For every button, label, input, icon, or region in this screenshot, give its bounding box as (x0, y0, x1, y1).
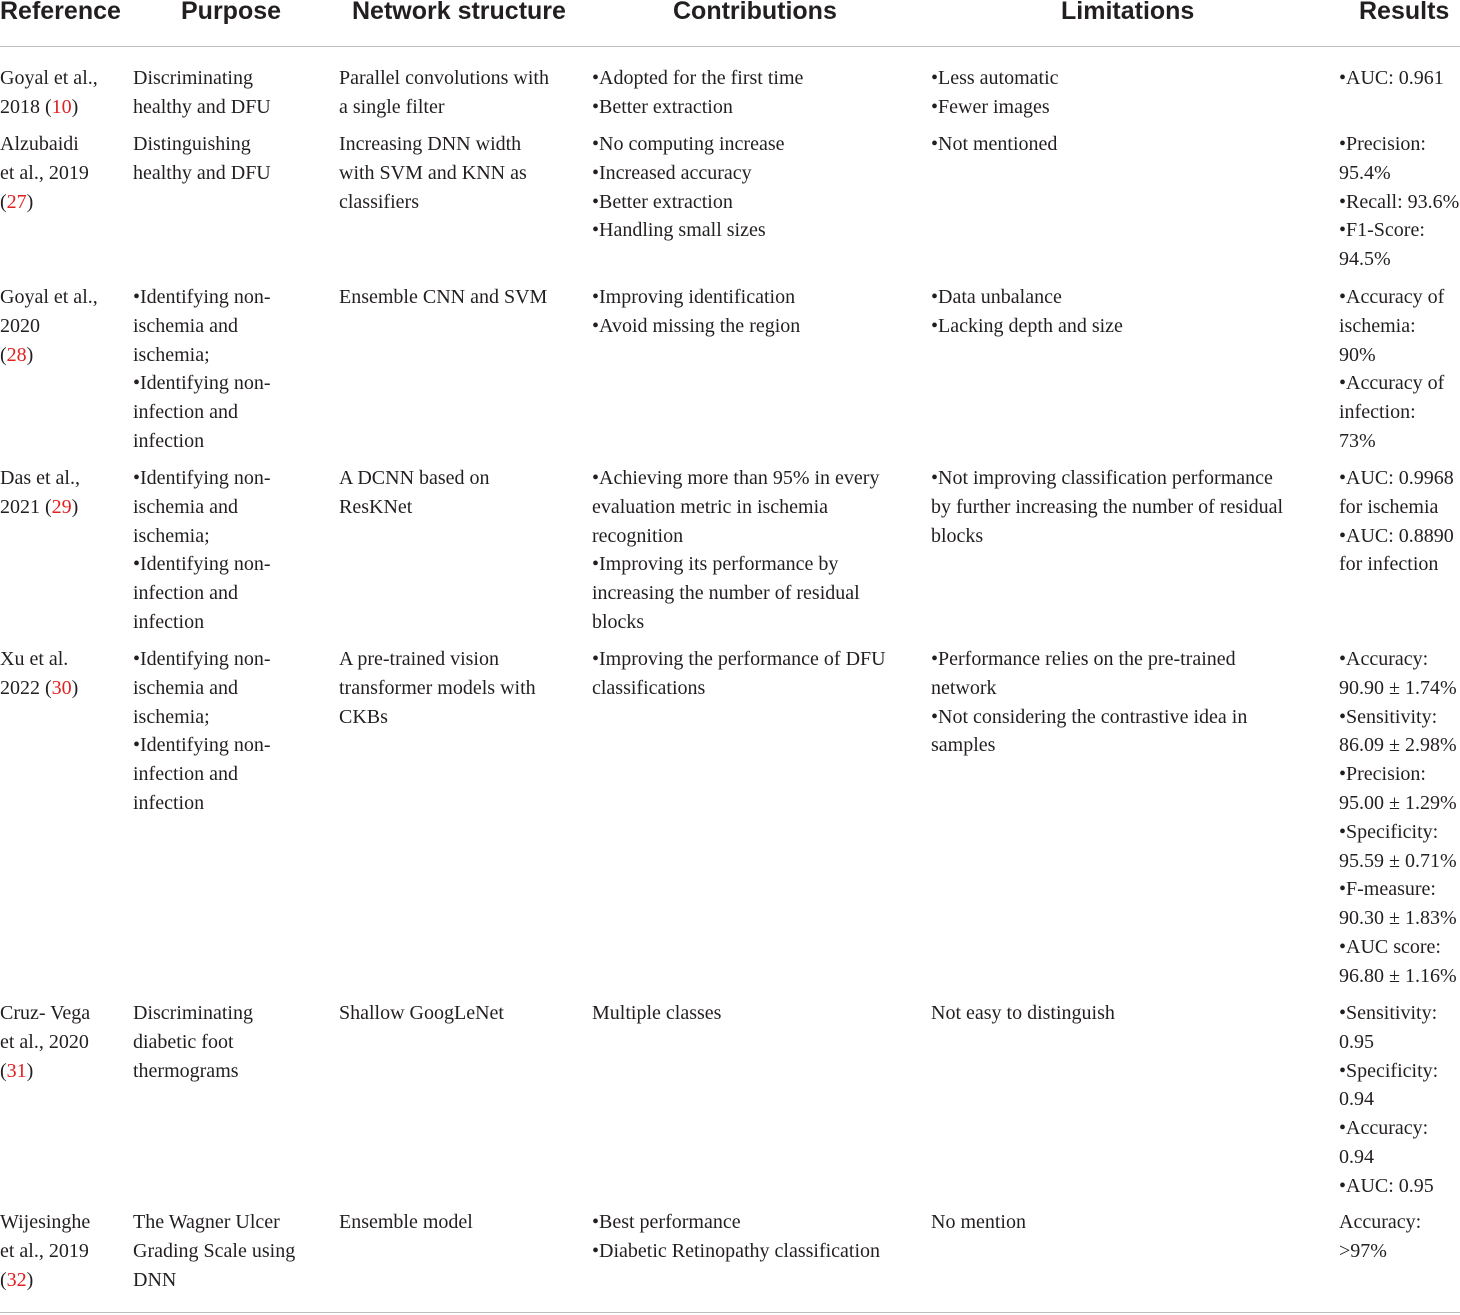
cell-line: 95.00 ± 1.29% (1339, 791, 1457, 814)
cell-network-structure (339, 64, 549, 122)
citation-link[interactable]: 10 (51, 95, 72, 118)
cell-results (1339, 999, 1438, 1201)
cell-results (1339, 464, 1454, 579)
reference-text: Alzubaidi (0, 133, 79, 155)
cell-contributions (592, 999, 721, 1028)
cell-line: •Specificity: (1339, 1059, 1439, 1082)
cell-line: •Identifying non- (133, 648, 271, 670)
cell-line: for ischemia (1339, 495, 1439, 518)
cell-contributions (592, 130, 785, 245)
reference-text: Goyal et al., (0, 286, 98, 308)
cell-results (1339, 645, 1457, 991)
cell-line: •Improving identification (592, 286, 796, 308)
cell-limitations (931, 283, 1123, 341)
cell-line (0, 188, 89, 217)
cell-line: for infection (1339, 553, 1439, 576)
cell-reference (0, 645, 78, 703)
cell-line: 0.94 (1339, 1088, 1374, 1111)
cell-line: DNN (133, 1268, 177, 1291)
citation-link[interactable]: 27 (6, 190, 27, 213)
cell-line: transformer models with (339, 676, 536, 699)
reference-text: Das et al., (0, 467, 80, 489)
cell-network-structure (339, 1208, 473, 1237)
citation-link[interactable]: 28 (6, 343, 27, 366)
cell-line: •Less automatic (931, 67, 1059, 89)
cell-line: classifications (592, 676, 706, 699)
cell-contributions (592, 645, 886, 703)
cell-line: ischemia; (133, 343, 210, 366)
cell-limitations (931, 130, 1057, 159)
cell-line: by further increasing the number of residual (931, 495, 1284, 518)
cell-line: •Sensitivity: (1339, 1002, 1438, 1024)
cell-line: A pre-trained vision (339, 648, 499, 670)
citation-link[interactable]: 29 (51, 495, 72, 518)
cell-line (0, 283, 98, 312)
cell-line: Parallel convolutions with (339, 67, 549, 89)
cell-line: infection and (133, 582, 238, 605)
reference-text: 2021 ( (0, 495, 52, 518)
reference-text: 2022 ( (0, 676, 52, 699)
cell-line: •Accuracy of (1339, 286, 1445, 308)
cell-contributions (592, 283, 800, 341)
cell-line: Ensemble model (339, 1211, 473, 1233)
cell-line: •AUC: 0.8890 (1339, 524, 1454, 547)
cell-line: Discriminating (133, 1002, 253, 1024)
cell-line: 0.95 (1339, 1030, 1374, 1053)
cell-line (0, 1057, 90, 1086)
cell-line: 96.80 ± 1.16% (1339, 964, 1457, 987)
header-purpose: Purpose (181, 0, 282, 25)
cell-line: •No computing increase (592, 133, 785, 155)
cell-network-structure (339, 464, 490, 522)
cell-line: •Not mentioned (931, 133, 1058, 155)
cell-contributions (592, 1208, 880, 1266)
cell-line: •Identifying non- (133, 553, 271, 576)
cell-line: a single filter (339, 95, 445, 118)
reference-text: Wijesinghe (0, 1211, 91, 1233)
cell-limitations (931, 1208, 1026, 1237)
cell-limitations (931, 64, 1059, 122)
cell-line: Distinguishing (133, 133, 251, 155)
cell-line: infection: (1339, 401, 1416, 424)
cell-purpose (133, 130, 271, 188)
cell-line: •Identifying non- (133, 372, 271, 395)
cell-line: •F-measure: (1339, 878, 1436, 901)
cell-reference (0, 464, 80, 522)
cell-line: •Best performance (592, 1211, 741, 1233)
reference-text: ) (71, 676, 79, 699)
cell-reference (0, 130, 89, 216)
cell-line: ischemia; (133, 524, 210, 547)
cell-line: •Increased accuracy (592, 161, 752, 184)
cell-line: ResKNet (339, 495, 413, 518)
cell-line: Increasing DNN width (339, 133, 522, 155)
cell-line: blocks (931, 524, 984, 547)
cell-line: Grading Scale using (133, 1239, 296, 1262)
cell-line: Ensemble CNN and SVM (339, 286, 548, 308)
cell-line: •Not considering the contrastive idea in (931, 705, 1248, 728)
reference-text: ( (0, 190, 7, 213)
cell-purpose (133, 1208, 295, 1294)
cell-line: •Precision: (1339, 763, 1426, 786)
cell-limitations (931, 999, 1115, 1028)
cell-line: •Achieving more than 95% in every (592, 467, 880, 489)
cell-line: evaluation metric in ischemia (592, 495, 829, 518)
cell-line (0, 312, 98, 341)
reference-text: ( (0, 1059, 7, 1082)
cell-line: •AUC: 0.95 (1339, 1174, 1434, 1197)
cell-reference (0, 283, 98, 369)
cell-line: 0.94 (1339, 1145, 1374, 1168)
cell-line: •Accuracy of (1339, 372, 1445, 395)
header-network-structure: Network structure (352, 0, 566, 25)
cell-line: •Lacking depth and size (931, 314, 1123, 337)
header-reference: Reference (0, 0, 121, 25)
citation-link[interactable]: 31 (6, 1059, 27, 1082)
header-contributions: Contributions (673, 0, 837, 25)
cell-line: •Accuracy: (1339, 1117, 1429, 1140)
cell-line: network (931, 676, 997, 699)
reference-text: ) (26, 1268, 34, 1291)
cell-line: •AUC score: (1339, 935, 1441, 958)
cell-line: •Avoid missing the region (592, 314, 801, 337)
cell-line: •Diabetic Retinopathy classification (592, 1239, 881, 1262)
cell-line: samples (931, 734, 996, 757)
cell-line (0, 1208, 90, 1237)
cell-line: Discriminating (133, 67, 253, 89)
cell-line: •Sensitivity: (1339, 705, 1438, 728)
cell-contributions (592, 64, 803, 122)
cell-line: •Better extraction (592, 95, 733, 118)
cell-line (0, 674, 78, 703)
cell-line (0, 999, 90, 1028)
cell-line: Shallow GoogLeNet (339, 1002, 504, 1024)
cell-line: healthy and DFU (133, 161, 271, 184)
cell-network-structure (339, 130, 527, 216)
reference-text: 2020 (0, 314, 40, 337)
reference-text: et al., 2020 (0, 1030, 89, 1053)
cell-line: •AUC: 0.961 (1339, 67, 1444, 89)
cell-network-structure (339, 645, 536, 731)
cell-line: infection (133, 610, 205, 633)
reference-text: ( (0, 1268, 7, 1291)
cell-purpose (133, 283, 271, 456)
cell-line: •Identifying non- (133, 467, 271, 489)
cell-line: infection and (133, 401, 238, 424)
cell-reference (0, 1208, 90, 1294)
cell-line (0, 159, 89, 188)
reference-text: Goyal et al., (0, 67, 98, 89)
cell-line: •Adopted for the first time (592, 67, 804, 89)
cell-line: •Fewer images (931, 95, 1050, 118)
cell-line: classifiers (339, 190, 419, 213)
cell-line: infection (133, 429, 205, 452)
reference-text: Xu et al. (0, 648, 69, 670)
cell-line: •Identifying non- (133, 734, 271, 757)
cell-line: blocks (592, 610, 645, 633)
cell-line (0, 1028, 90, 1057)
cell-line: infection (133, 791, 205, 814)
cell-line: Accuracy: (1339, 1211, 1422, 1233)
cell-reference (0, 64, 98, 122)
cell-line: ischemia and (133, 314, 238, 337)
cell-line: •Better extraction (592, 190, 733, 213)
cell-line: >97% (1339, 1239, 1387, 1262)
header-results: Results (1359, 0, 1450, 25)
cell-purpose (133, 464, 271, 637)
cell-results (1339, 1208, 1421, 1266)
cell-line: ischemia and (133, 495, 238, 518)
cell-line: The Wagner Ulcer (133, 1211, 280, 1233)
cell-line: •Precision: (1339, 133, 1426, 155)
cell-purpose (133, 64, 271, 122)
reference-text: 2018 ( (0, 95, 52, 118)
cell-limitations (931, 645, 1247, 760)
table-header (0, 0, 1460, 46)
citation-link[interactable]: 30 (51, 676, 72, 699)
cell-line: •Data unbalance (931, 286, 1062, 308)
cell-line: Not easy to distinguish (931, 1002, 1115, 1024)
cell-line: •Improving the performance of DFU (592, 648, 886, 670)
cell-line: •Not improving classification performance (931, 467, 1273, 489)
cell-contributions (592, 464, 879, 637)
cell-line: 95.59 ± 0.71% (1339, 849, 1457, 872)
cell-line (0, 1237, 90, 1266)
cell-results (1339, 64, 1444, 93)
cell-line: CKBs (339, 705, 388, 728)
cell-line: •Accuracy: (1339, 648, 1429, 670)
cell-line: with SVM and KNN as (339, 161, 527, 184)
cell-line: 90.30 ± 1.83% (1339, 907, 1457, 930)
cell-line: A DCNN based on (339, 467, 490, 489)
cell-line: 90.90 ± 1.74% (1339, 676, 1457, 699)
cell-line: 94.5% (1339, 248, 1391, 271)
cell-network-structure (339, 283, 547, 312)
cell-line: 73% (1339, 429, 1376, 452)
cell-line (0, 93, 98, 122)
cell-line: •Recall: 93.6% (1339, 190, 1460, 213)
cell-line: ischemia and (133, 676, 238, 699)
cell-line: 90% (1339, 343, 1376, 366)
cell-line: recognition (592, 524, 684, 547)
reference-text: Cruz- Vega (0, 1002, 91, 1024)
cell-line: •Handling small sizes (592, 219, 766, 242)
cell-line: •Performance relies on the pre-trained (931, 648, 1236, 670)
cell-line: •AUC: 0.9968 (1339, 467, 1454, 489)
reference-text: ) (26, 190, 34, 213)
cell-purpose (133, 645, 271, 818)
cell-line (0, 341, 98, 370)
reference-text: et al., 2019 (0, 161, 89, 184)
cell-line (0, 130, 89, 159)
cell-line: •F1-Score: (1339, 219, 1425, 242)
reference-text: ) (71, 95, 79, 118)
cell-line: 86.09 ± 2.98% (1339, 734, 1457, 757)
reference-text: et al., 2019 (0, 1239, 89, 1262)
cell-line: ischemia; (133, 705, 210, 728)
bottom-rule (0, 1312, 1460, 1313)
reference-text: ) (71, 495, 79, 518)
cell-results (1339, 283, 1444, 456)
cell-line: •Specificity: (1339, 820, 1439, 843)
header-rule (0, 46, 1460, 47)
cell-line: healthy and DFU (133, 95, 271, 118)
cell-line: •Identifying non- (133, 286, 271, 308)
header-limitations: Limitations (1061, 0, 1195, 25)
cell-line: ischemia: (1339, 314, 1416, 337)
cell-network-structure (339, 999, 504, 1028)
cell-line: •Improving its performance by (592, 553, 839, 576)
cell-results (1339, 130, 1459, 274)
reference-text: ) (26, 343, 34, 366)
cell-line: diabetic foot (133, 1030, 234, 1053)
cell-line (0, 464, 80, 493)
cell-line (0, 645, 78, 674)
citation-link[interactable]: 32 (6, 1268, 27, 1291)
cell-line: Multiple classes (592, 1002, 722, 1024)
cell-line: 95.4% (1339, 161, 1391, 184)
cell-line: thermograms (133, 1059, 239, 1082)
cell-line: increasing the number of residual (592, 582, 860, 605)
cell-line (0, 1266, 90, 1295)
cell-line: infection and (133, 763, 238, 786)
reference-text: ( (0, 343, 7, 366)
cell-reference (0, 999, 90, 1085)
cell-limitations (931, 464, 1283, 550)
cell-line (0, 493, 80, 522)
cell-line (0, 64, 98, 93)
cell-purpose (133, 999, 253, 1085)
reference-text: ) (26, 1059, 34, 1082)
cell-line: No mention (931, 1211, 1026, 1233)
